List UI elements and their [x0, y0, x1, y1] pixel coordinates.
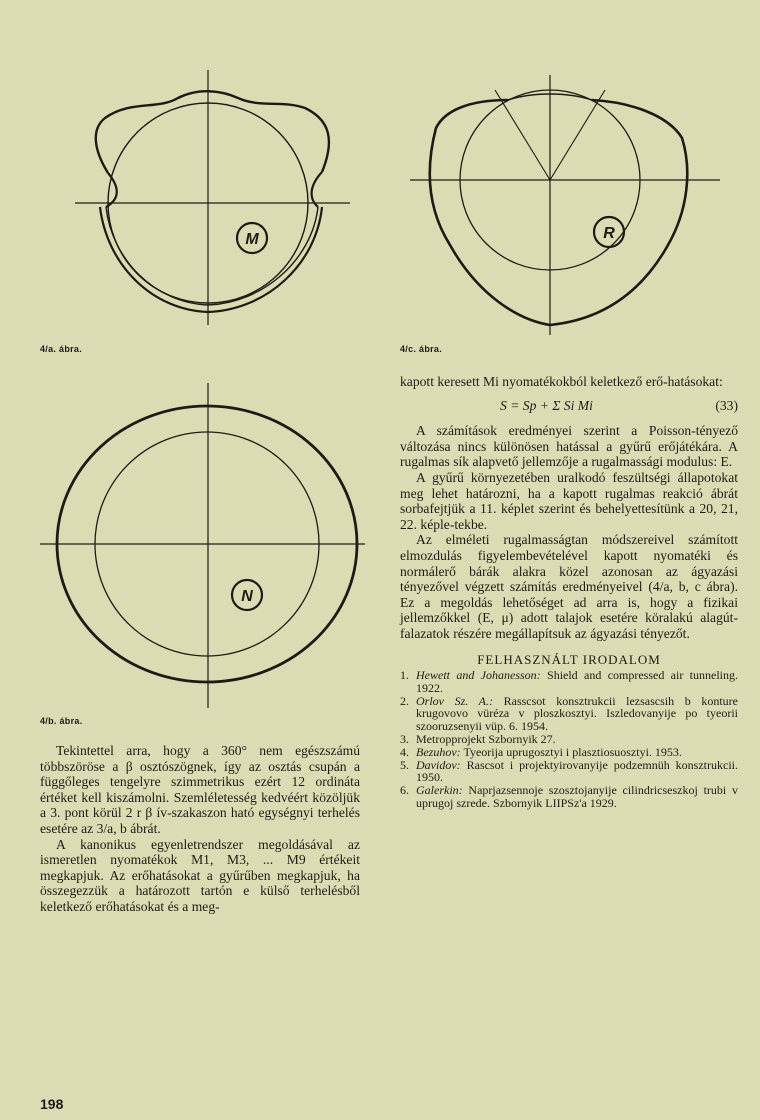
- equation-body: S = Sp + Σ Si Mi: [500, 397, 593, 413]
- moment-curve: [100, 207, 322, 312]
- figure-4a-caption: 4/a. ábra.: [40, 344, 83, 354]
- right-paragraph-3: Az elméleti rugalmasságtan módszereivel számított elmozdulás figyelembevételével kapott nyomatéki és normálerő bárák alakra közel azonosan az ágyazási tényezővel végzett számítás eredményeivel (4/a, b, c ábra). Ez a megoldás lehetőséget ad arra is, hogy a fizikai jellemzőkkel (E, μ) adott talajok esetére köralakú alagút-falazatok részére megállapítsuk az ágyazási tényezőt.: [400, 532, 738, 641]
- reaction-curve: [430, 100, 687, 325]
- right-paragraph-0: kapott keresett Mi nyomatékokból keletkező erő-hatásokat:: [400, 374, 723, 389]
- references-list: [400, 669, 738, 810]
- figure-4b-normal-force-diagram: [40, 378, 370, 708]
- reference-item: 6. Galerkin: Naprjazsennoje szosztojanyije cilindricseszkoj trubi v uprugoj szrede. Szbornyik LIIPSz'a 1929.: [400, 783, 738, 811]
- reference-item: 4. Bezuhov: Tyeorija uprugosztyi i plasztiosuosztyi. 1953.: [400, 744, 682, 759]
- references-title: FELHASZNÁLT IRODALOM: [477, 651, 661, 667]
- right-paragraph-1: A számítások eredményei szerint a Poisson-tényező változása nincs különösen hatással a gyűrű erőjátékára. A rugalmas sík alapvető jellemzője a rugalmassági modulus: E.: [400, 423, 738, 470]
- reference-item: 2. Orlov Sz. A.: Rasscsot konsztrukcii lezsascsih b konture krugovovo vüréza v ploszkosztyi. Iszledovanyije po tyeorii szooruzsenyii vüp. 6. 1954.: [400, 693, 738, 734]
- reference-item: 5. Davidov: Rascsot i projektyirovanyije podzemnüh konsztrukcii. 1950.: [400, 757, 738, 785]
- figure-4b-caption: 4/b. ábra.: [40, 716, 83, 726]
- left-paragraph-1: Tekintettel arra, hogy a 360° nem egészszámú többszöröse a β osztószögnek, így az osztás csupán a függőleges tengelyre szimmetrikus ezért 12 ordináta értéket kell kiszámolni. Szemléletesség kedvéért közöljük a 3. pont körül 2 r β ív-szakaszon ható egységnyi terhelés esetére az 3/a, b ábrát.: [40, 743, 360, 836]
- left-paragraph-2: A kanonikus egyenletrendszer megoldásával az ismeretlen nyomatékok M1, M3, ... M9 értékeit megkapjuk. Az erőhatásokat a gyűrűben megkapjuk, ha összegezzük a határozott tartón e külső terhelésből keletkező erőhatásokat és a meg-: [40, 836, 360, 914]
- reference-item: 3. Metropprojekt Szbornyik 27.: [400, 732, 556, 747]
- equation-number: (33): [715, 397, 738, 413]
- figure-4c-reaction-diagram: [400, 60, 730, 350]
- figure-4c-label: R: [603, 225, 615, 242]
- figure-4c-caption: 4/c. ábra.: [400, 344, 443, 354]
- page-number: 198: [40, 1096, 64, 1112]
- reference-item: 1. Hewett and Johanesson: Shield and compressed air tunneling. 1922.: [400, 668, 738, 695]
- figure-4a-moment-diagram: [60, 60, 360, 340]
- figure-4a-label: M: [245, 231, 259, 248]
- left-column: [40, 743, 360, 915]
- figure-4b-label: N: [241, 588, 253, 605]
- equation-33: [400, 398, 738, 414]
- right-column: [400, 374, 738, 810]
- right-paragraph-2: A gyűrű környezetében uralkodó feszültségi állapotokat meg lehet határozni, ha a kapott rugalmas reakció ábrát sorbafejtjük a 11. képlet szerint és behelyettesítünk a 20, 21, 22. képle-tekbe.: [400, 469, 738, 532]
